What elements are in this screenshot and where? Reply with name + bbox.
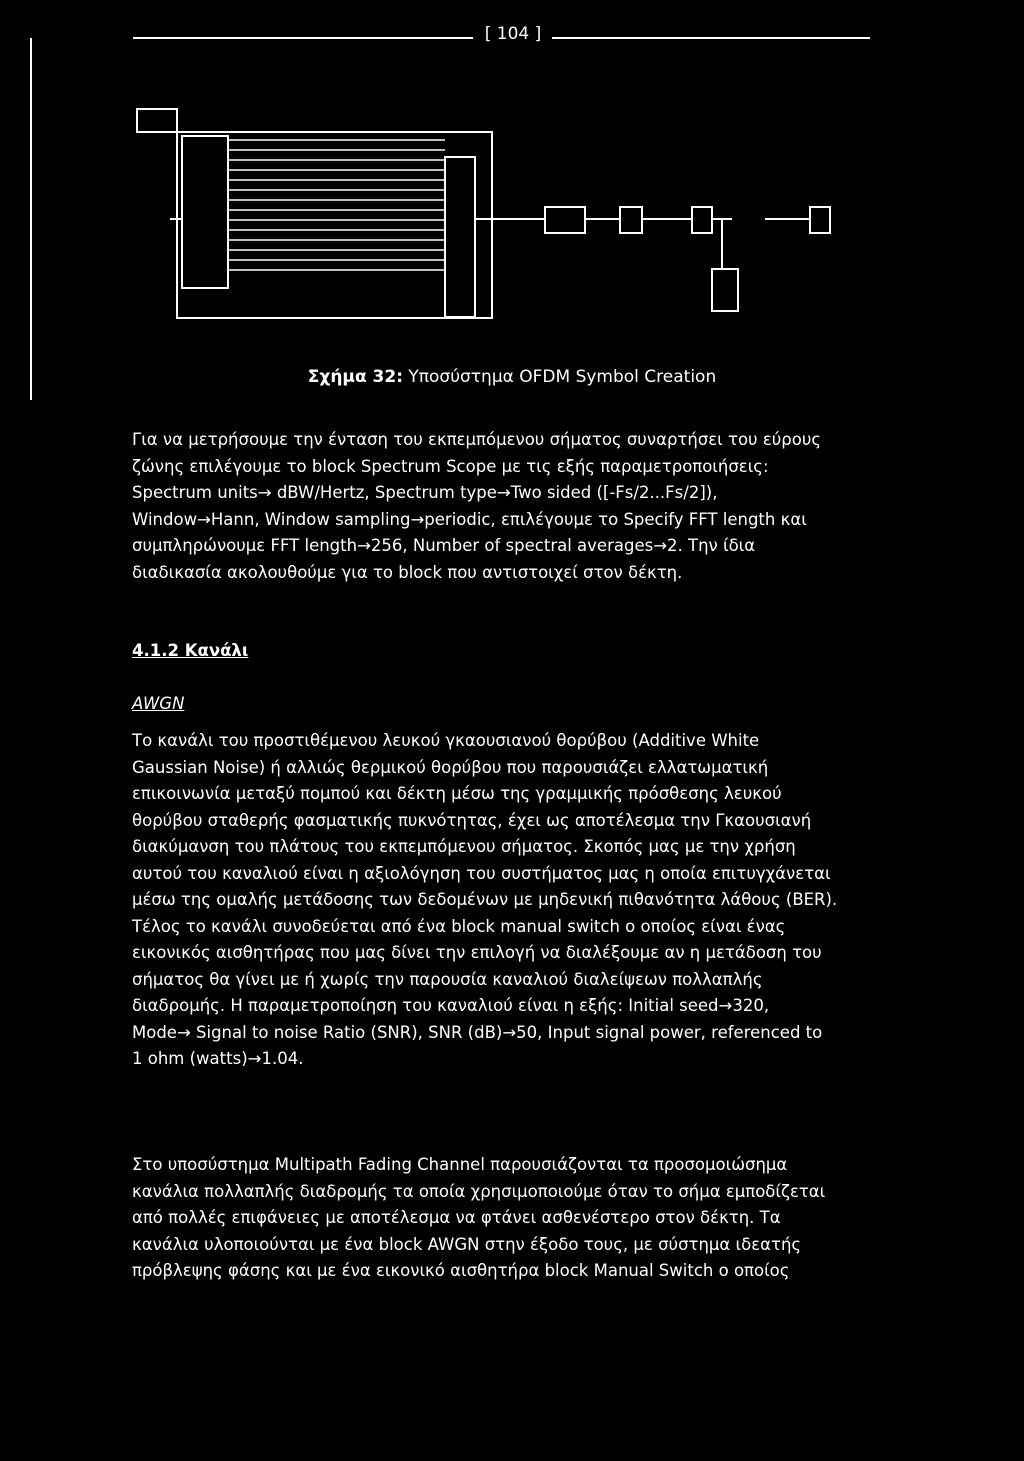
text-line: Gaussian Noise) ή αλλιώς θερμικού θορύβου που παρουσιάζει ελλατωματική <box>132 757 769 777</box>
text-line: θορύβου σταθερής φασματικής πυκνότητας, έχει ως αποτέλεσμα την Γκαουσιανή <box>132 810 812 830</box>
text-line: διαδικασία ακολουθούμε για το block που αντιστοιχεί στον δέκτη. <box>132 562 683 582</box>
text-line: διαδρομής. Η παραμετροποίηση του καναλιού είναι η εξής: Initial seed→320, <box>132 996 770 1015</box>
text-line: Window→Hann, Window sampling→periodic, επιλέγουμε το Specify FFT length και <box>132 509 807 529</box>
paragraph-spectrum-scope <box>132 427 878 586</box>
text-line: Mode→ Signal to noise Ratio (SNR), SNR (dB)→50, Input signal power, referenced to <box>132 1022 823 1042</box>
text-line: επικοινωνία μεταξύ πομπού και δέκτη μέσω της γραμμικής πρόσθεσης λευκού <box>132 784 782 803</box>
text-line: Στο υποσύστημα Multipath Fading Channel παρουσιάζονται τα προσομοιώσημα <box>132 1155 788 1174</box>
text-line: κανάλια υλοποιούνται με ένα block AWGN στην έξοδο τους, με σύστημα ιδεατής <box>132 1234 802 1254</box>
header-rule-left <box>133 37 473 39</box>
diagram-scope-block <box>712 269 738 311</box>
figure-caption-label: Σχήμα 32: <box>307 367 403 387</box>
text-line: Για να μετρήσουμε την ένταση του εκπεμπόμενου σήματος συναρτήσει του εύρους <box>132 430 822 449</box>
paragraph-awgn <box>132 728 878 1073</box>
diagram-signal-lines <box>228 140 445 270</box>
text-line: κανάλια πολλαπλής διαδρομής τα οποία χρησιμοποιούμε όταν το σήμα εμποδίζεται <box>132 1181 826 1201</box>
text-line: Τέλος το κανάλι συνοδεύεται από ένα block manual switch ο οποίος είναι ένας <box>132 916 786 936</box>
header-rule-right <box>552 37 870 39</box>
subheading-awgn: AWGN <box>132 694 185 713</box>
diagram-concat-block <box>445 157 475 317</box>
bracket-right: ] <box>529 24 542 44</box>
text-line: αυτού του καναλιού είναι η αξιολόγηση του συστήματος μας η οποία επιτυγχάνεται <box>132 863 831 883</box>
left-margin-rule <box>30 38 32 400</box>
text-line: μέσω της ομαλής μετάδοσης των δεδομένων με μηδενική πιθανότητα λάθους (BER). <box>132 890 838 909</box>
text-line: πρόβλεψης φάσης και με ένα εικονικό αισθητήρα block Manual Switch ο οποίος <box>132 1261 790 1280</box>
text-line: Το κανάλι του προστιθέμενου λευκού γκαουσιανού θορύβου (Additive White <box>132 731 760 750</box>
text-line: διακύμανση του πλάτους του εκπεμπόμενου σήματος. Σκοπός μας με την χρήση <box>132 837 796 856</box>
text-line: Spectrum units→ dBW/Hertz, Spectrum type→Two sided ([-Fs/2...Fs/2]), <box>132 483 718 502</box>
text-line: από πολλές επιφάνειες με αποτέλεσμα να φτάνει ασθενέστερο στον δέκτη. Τα <box>132 1208 781 1227</box>
page-number-value: 104 <box>496 24 530 44</box>
text-line: ζώνης επιλέγουμε το block Spectrum Scope με τις εξής παραμετροποιήσεις: <box>132 456 769 476</box>
figure-caption-text: Υποσύστημα OFDM Symbol Creation <box>403 367 717 387</box>
text-line: εικονικός αισθητήρας που μας δίνει την επιλογή να διαλέξουμε αν η μετάδοση του <box>132 943 822 962</box>
diagram-input-block <box>137 109 177 132</box>
diagram-block-a <box>545 207 585 233</box>
bracket-left: [ <box>484 24 497 44</box>
text-line: σήματος θα γίνει με ή χωρίς την παρουσία καναλιού διαλείψεων πολλαπλής <box>132 969 763 989</box>
diagram-block-b <box>620 207 642 233</box>
section-heading: 4.1.2 Κανάλι <box>132 641 249 660</box>
diagram-block-c <box>692 207 712 233</box>
diagram-inner-block <box>182 136 228 288</box>
diagram-output-block <box>810 207 830 233</box>
page-number <box>480 24 546 44</box>
text-line: συμπληρώνουμε FFT length→256, Number of spectral averages→2. Την ίδια <box>132 536 756 555</box>
paragraph-multipath <box>132 1152 878 1285</box>
ofdm-symbol-creation-block-diagram <box>120 95 840 325</box>
figure-caption <box>0 367 1024 387</box>
text-line: 1 ohm (watts)→1.04. <box>132 1049 304 1068</box>
